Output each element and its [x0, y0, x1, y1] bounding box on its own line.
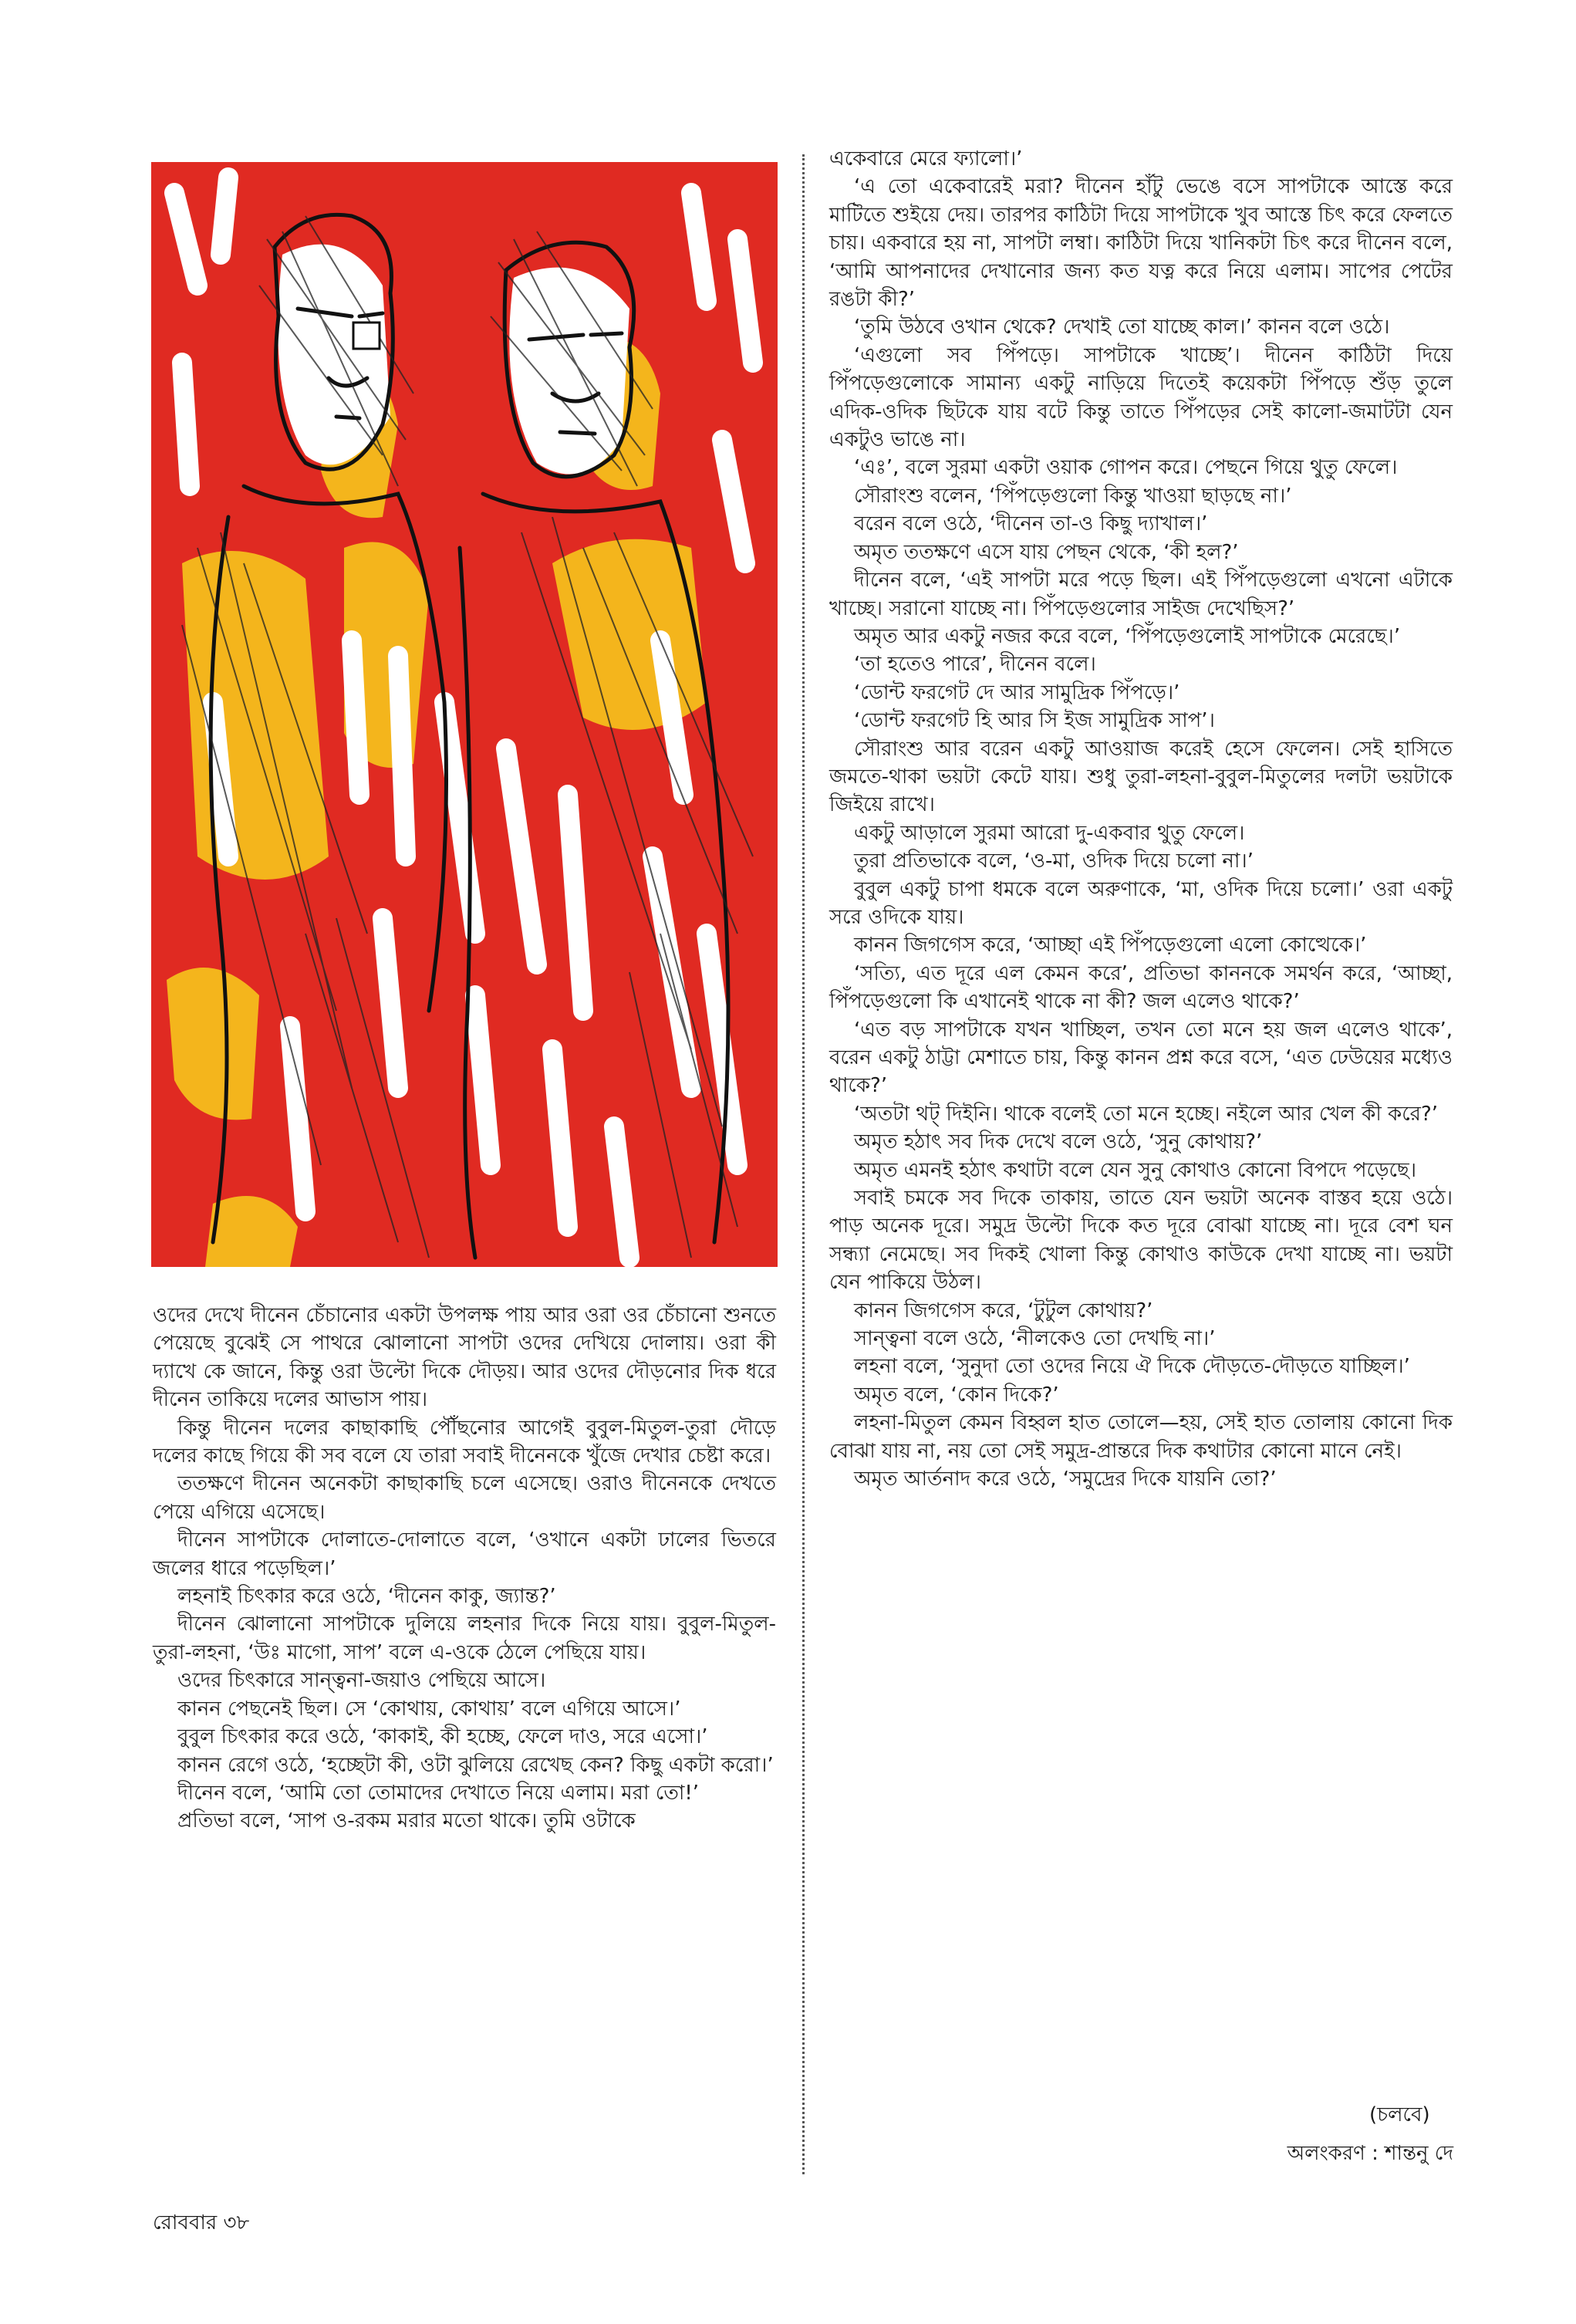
left-column: [153, 1302, 776, 1836]
paragraph: অমৃত হঠাৎ সব দিক দেখে বলে ওঠে, ‘সুনু কোথায়?’: [854, 1130, 1263, 1154]
paragraph: কিন্তু দীনেন দলের কাছাকাছি পৌঁছনোর আগেই বুবুল-মিতুল-তুরা দৌড়ে দলের কাছে গিয়ে কী সব বলে যে তারা সবাই দীনেনকে খুঁজে দেখার চেষ্টা করে।: [153, 1416, 776, 1468]
paragraph: লহনা-মিতুল কেমন বিহ্বল হাত তোলে—হয়, সেই হাত তোলায় কোনো দিক বোঝা যায় না, নয় তো সেই সমুদ্র-প্রান্তরে দিক কথাটার কোনো মানে নেই।: [829, 1411, 1453, 1463]
paragraph: অমৃত আর একটু নজর করে বলে, ‘পিঁপড়েগুলোই সাপটাকে মেরেছে।’: [854, 624, 1401, 648]
paragraph: ততক্ষণে দীনেন অনেকটা কাছাকাছি চলে এসেছে। ওরাও দীনেনকে দেখতে পেয়ে এগিয়ে এসেছে।: [153, 1472, 776, 1524]
paragraph: দীনেন ঝোলানো সাপটাকে দুলিয়ে লহনার দিকে নিয়ে যায়। বুবুল-মিতুল-তুরা-লহনা, ‘উঃ মাগো, সাপ’ বলে এ-ওকে ঠেলে পেছিয়ে যায়।: [153, 1613, 776, 1664]
paragraph: কানন পেছনেই ছিল। সে ‘কোথায়, কোথায়’ বলে এগিয়ে আসে।’: [177, 1697, 681, 1721]
paragraph: কানন রেগে ওঠে, ‘হচ্ছেটা কী, ওটা ঝুলিয়ে রেখেছ কেন? কিছু একটা করো।’: [177, 1753, 774, 1777]
paragraph: তুরা প্রতিভাকে বলে, ‘ও-মা, ওদিক দিয়ে চলো না।’: [854, 850, 1254, 873]
paragraph: ‘অতটা থট্ দিইনি। থাকে বলেই তো মনে হচ্ছে। নইলে আর খেল কী করে?’: [854, 1102, 1439, 1126]
column-divider: [802, 154, 805, 2174]
paragraph: বুবুল চিৎকার করে ওঠে, ‘কাকাই, কী হচ্ছে, ফেলে দাও, সরে এসো।’: [177, 1725, 708, 1749]
paragraph: ‘এগুলো সব পিঁপড়ে। সাপটাকে খাচ্ছে’। দীনেন কাঠিটা দিয়ে পিঁপড়েগুলোকে সামান্য একটু নাড়িয়ে দিতেই কয়েকটা পিঁপড়ে শুঁড় তুলে এদিক-ওদিক ছিটকে যায় বটে কিন্তু তাতে পিঁপড়ের সেই কালো-জমাটটা যেন একটুও ভাঙে না।: [829, 343, 1453, 452]
paragraph: সৌরাংশু বলেন, ‘পিঁপড়েগুলো কিন্তু খাওয়া ছাড়ছে না।’: [854, 484, 1292, 508]
paragraph: অমৃত আর্তনাদ করে ওঠে, ‘সমুদ্রের দিকে যায়নি তো?’: [854, 1468, 1277, 1491]
illustration-artwork: [151, 162, 778, 1267]
paragraph: কানন জিগগেস করে, ‘টুটুল কোথায়?’: [854, 1299, 1153, 1322]
paragraph: কানন জিগগেস করে, ‘আচ্ছা এই পিঁপড়েগুলো এলো কোত্থেকে।’: [854, 934, 1367, 958]
paragraph: ‘তুমি উঠবে ওখান থেকে? দেখাই তো যাচ্ছে কাল।’ কানন বলে ওঠে।: [854, 316, 1390, 339]
paragraph: লহনাই চিৎকার করে ওঠে, ‘দীনেন কাকু, জ্যান্ত?’: [177, 1585, 556, 1609]
illustration: [151, 162, 778, 1267]
paragraph: ওদের দেখে দীনেন চেঁচানোর একটা উপলক্ষ পায় আর ওরা ওর চেঁচানো শুনতে পেয়েছে বুঝেই সে পাথরে ঝোলানো সাপটা ওদের দেখিয়ে দোলায়। ওরা কী দ্যাখে কে জানে, কিন্তু ওরা উল্টো দিকে দৌড়য়। আর ওদের দৌড়নোর দিক ধরে দীনেন তাকিয়ে দলের আভাস পায়।: [153, 1304, 776, 1412]
right-column: [829, 145, 1453, 1494]
paragraph: ‘তা হতেও পারে’, দীনেন বলে।: [854, 653, 1096, 677]
paragraph: প্রতিভা বলে, ‘সাপ ও-রকম মরার মতো থাকে। তুমি ওটাকে: [177, 1809, 636, 1833]
paragraph: ওদের চিৎকারে সান্ত্বনা-জয়াও পেছিয়ে আসে।: [177, 1669, 546, 1693]
paragraph: দীনেন সাপটাকে দোলাতে-দোলাতে বলে, ‘ওখানে একটা ঢালের ভিতরে জলের ধারে পড়েছিল।’: [153, 1529, 776, 1580]
paragraph: সান্ত্বনা বলে ওঠে, ‘নীলকেও তো দেখছি না।’: [854, 1327, 1216, 1351]
paragraph: সৌরাংশু আর বরেন একটু আওয়াজ করেই হেসে ফেলেন। সেই হাসিতে জমতে-থাকা ভয়টা কেটে যায়। শুধু তুরা-লহনা-বুবুল-মিতুলের দলটা ভয়টাকে জিইয়ে রাখে।: [829, 737, 1453, 817]
paragraph: অমৃত ততক্ষণে এসে যায় পেছন থেকে, ‘কী হল?’: [854, 540, 1239, 564]
paragraph: অমৃত বলে, ‘কোন দিকে?’: [854, 1383, 1059, 1407]
paragraph: সবাই চমকে সব দিকে তাকায়, তাতে যেন ভয়টা অনেক বাস্তব হয়ে ওঠে। পাড় অনেক দূরে। সমুদ্র উল্টো দিকে কত দূরে বোঝা যাচ্ছে না। দূরে বেশ ঘন সন্ধ্যা নেমেছে। সব দিকই খোলা কিন্তু কোথাও কাউকে দেখা যাচ্ছে না। ভয়টা যেন পাকিয়ে উঠল।: [829, 1187, 1453, 1295]
paragraph: লহনা বলে, ‘সুনুদা তো ওদের নিয়ে ঐ দিকে দৌড়তে-দৌড়তে যাচ্ছিল।’: [854, 1355, 1410, 1379]
paragraph: একেবারে মেরে ফ্যালো।’: [829, 147, 1023, 171]
page-folio: রোববার ৩৮: [153, 2211, 250, 2234]
paragraph: ‘এত বড় সাপটাকে যখন খাচ্ছিল, তখন তো মনে হয় জল এলেও থাকে’, বরেন একটু ঠাট্টা মেশাতে চায়, কিন্তু কানন প্রশ্ন করে বসে, ‘এত ঢেউয়ের মধ্যেও থাকে?’: [829, 1018, 1453, 1098]
paragraph: ‘এ তো একেবারেই মরা? দীনেন হাঁটু ভেঙে বসে সাপটাকে আস্তে করে মাটিতে শুইয়ে দেয়। তারপর কাঠিটা দিয়ে সাপটাকে খুব আস্তে চিৎ করে ফেলতে চায়। একবারে হয় না, সাপটা লম্বা। কাঠিটা দিয়ে খানিকটা চিৎ করে দীনেন বলে, ‘আমি আপনাদের দেখানোর জন্য কত যত্ন করে নিয়ে এলাম। সাপের পেটের রঙটা কী?’: [829, 175, 1453, 312]
paragraph: ‘সত্যি, এত দূরে এল কেমন করে’, প্রতিভা কাননকে সমর্থন করে, ‘আচ্ছা, পিঁপড়েগুলো কি এখানেই থাকে না কী? জল এলেও থাকে?’: [829, 961, 1453, 1014]
paragraph: ‘এঃ’, বলে সুরমা একটা ওয়াক গোপন করে। পেছনে গিয়ে থুতু ফেলে।: [854, 456, 1398, 480]
paragraph: অমৃত এমনই হঠাৎ কথাটা বলে যেন সুনু কোথাও কোনো বিপদে পড়েছে।: [854, 1158, 1417, 1182]
paragraph: একটু আড়ালে সুরমা আরো দু-একবার থুতু ফেলে।: [854, 821, 1245, 845]
paragraph: ‘ডোন্ট ফরগেট হি আর সি ইজ সামুদ্রিক সাপ’।: [854, 709, 1215, 733]
paragraph: ‘ডোন্ট ফরগেট দে আর সামুদ্রিক পিঁপড়ে।’: [854, 681, 1180, 704]
illustration-credit: অলংকরণ : শান্তনু দে: [1287, 2142, 1453, 2165]
paragraph: দীনেন বলে, ‘এই সাপটা মরে পড়ে ছিল। এই পিঁপড়েগুলো এখনো এটাকে খাচ্ছে। সরানো যাচ্ছে না। পিঁপড়েগুলোর সাইজ দেখেছিস?’: [829, 569, 1453, 620]
paragraph: দীনেন বলে, ‘আমি তো তোমাদের দেখাতে নিয়ে এলাম। মরা তো!’: [177, 1781, 700, 1805]
continued-label: (চলবে): [1369, 2103, 1430, 2126]
paragraph: বুবুল একটু চাপা ধমকে বলে অরুণাকে, ‘মা, ওদিক দিয়ে চলো।’ ওরা একটু সরে ওদিকে যায়।: [829, 877, 1453, 929]
paragraph: বরেন বলে ওঠে, ‘দীনেন তা-ও কিছু দ্যাখাল।’: [854, 512, 1208, 536]
